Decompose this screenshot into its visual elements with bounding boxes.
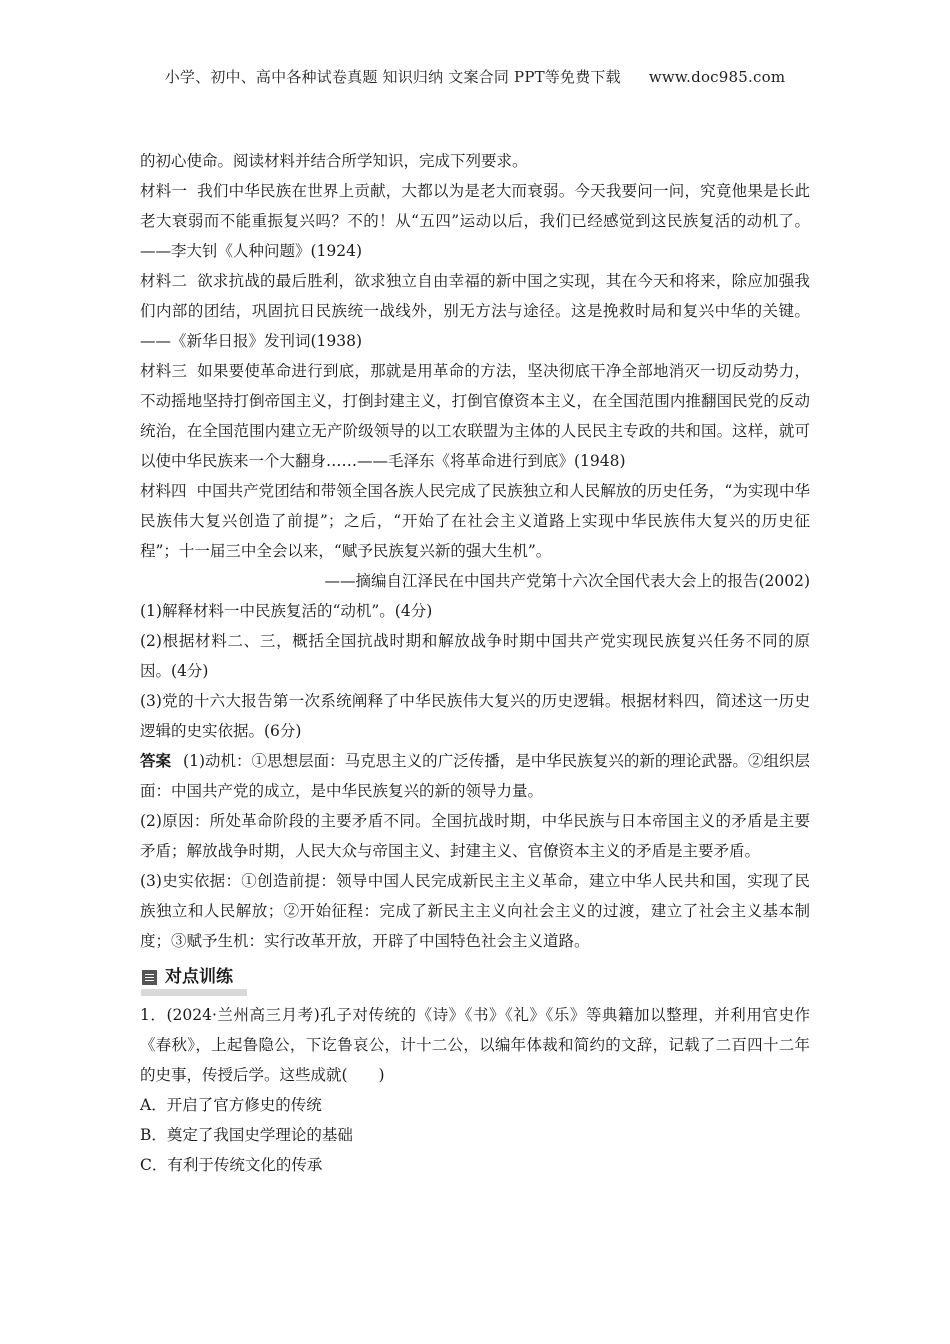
section-title-wrap: [165, 962, 247, 992]
option-a: A．开启了官方修史的传统: [140, 1096, 322, 1114]
material-1-text: 我们中华民族在世界上贡献，大都以为是老大而衰弱。今天我要问一问，究竟他果是长此老大衰弱而不能重振复兴吗？不的！从“五四”运动以后，我们已经感觉到这民族复活的动机了。——李大钊《人种问题》(1924): [140, 182, 810, 260]
intro-line: 的初心使命。阅读材料并结合所学知识，完成下列要求。: [140, 152, 528, 170]
answer-part-2: (2)原因：所处革命阶段的主要矛盾不同。全国抗战时期，中华民族与日本帝国主义的矛盾是主要矛盾；解放战争时期，人民大众与帝国主义、封建主义、官僚资本主义的矛盾是主要矛盾。: [140, 812, 810, 860]
page-header: [0, 66, 950, 87]
answer-part-3: (3)史实依据：①创造前提：领导中国人民完成新民主主义革命，建立中华人民共和国，实现了民族独立和人民解放；②开始征程：完成了新民主主义向社会主义的过渡，建立了社会主义基本制度；③赋予生机：实行改革开放，开辟了中国特色社会主义道路。: [140, 872, 810, 950]
question-3: (3)党的十六大报告第一次系统阐释了中华民族伟大复兴的历史逻辑。根据材料四，简述这一历史逻辑的史实依据。(6分): [140, 692, 810, 740]
material-1: [140, 176, 810, 266]
document-icon: [142, 970, 157, 985]
answer-part-1-text: (1)动机：①思想层面：马克思主义的广泛传播，是中华民族复兴的新的理论武器。②组织层面：中国共产党的成立，是中华民族复兴的新的领导力量。: [140, 752, 810, 800]
section-underline: [141, 989, 247, 996]
material-4-label: 材料四: [140, 482, 187, 500]
material-3-text: 如果要使革命进行到底，那就是用革命的方法，坚决彻底干净全部地消灭一切反动势力，不动摇地坚持打倒帝国主义，打倒封建主义，打倒官僚资本主义，在全国范围内推翻国民党的反动统治，在全国范围内建立无产阶级领导的以工农联盟为主体的人民民主专政的共和国。这样，就可以使中华民族来一个大翻身……——毛泽东《将革命进行到底》(1948): [140, 362, 810, 470]
material-2-label: 材料二: [140, 272, 188, 290]
answer-label: 答案: [140, 751, 172, 770]
material-1-label: 材料一: [140, 182, 188, 200]
section-heading: [140, 962, 810, 992]
header-site[interactable]: www.doc985.com: [648, 68, 786, 86]
material-3-label: 材料三: [140, 362, 188, 380]
practice-question: 1．(2024·兰州高三月考)孔子对传统的《诗》《书》《礼》《乐》等典籍加以整理，并利用官史作《春秋》，上起鲁隐公，下讫鲁哀公，计十二公，以编年体裁和简约的文辞，记载了二百四十二年的史事，传授后学。这些成就( ): [140, 1006, 810, 1084]
material-4-source: ——摘编自江泽民在中国共产党第十六次全国代表大会上的报告(2002): [324, 572, 810, 590]
material-4: [140, 476, 810, 566]
material-3: [140, 356, 810, 476]
question-2: (2)根据材料二、三，概括全国抗战时期和解放战争时期中国共产党实现民族复兴任务不同的原因。(4分): [140, 632, 810, 680]
answer-part-1: [140, 746, 810, 806]
material-2-text: 欲求抗战的最后胜利，欲求独立自由幸福的新中国之实现，其在今天和将来，除应加强我们内部的团结，巩固抗日民族统一战线外，别无方法与途径。这是挽救时局和复兴中华的关键。——《新华日报》发刊词(1938): [140, 272, 810, 350]
material-4-text: 中国共产党团结和带领全国各族人民完成了民族独立和人民解放的历史任务，“为实现中华民族伟大复兴创造了前提”；之后，“开始了在社会主义道路上实现中华民族伟大复兴的历史征程”；十一届三中全会以来，“赋予民族复兴新的强大生机”。: [140, 482, 810, 560]
document-body: [140, 146, 810, 1180]
option-c: C．有利于传统文化的传承: [140, 1156, 323, 1174]
material-2: [140, 266, 810, 356]
question-1: (1)解释材料一中民族复活的“动机”。(4分): [140, 602, 433, 620]
section-title: 对点训练: [165, 967, 233, 987]
header-text: 小学、初中、高中各种试卷真题 知识归纳 文案合同 PPT等免费下载: [164, 68, 621, 86]
option-b: B．奠定了我国史学理论的基础: [140, 1126, 353, 1144]
